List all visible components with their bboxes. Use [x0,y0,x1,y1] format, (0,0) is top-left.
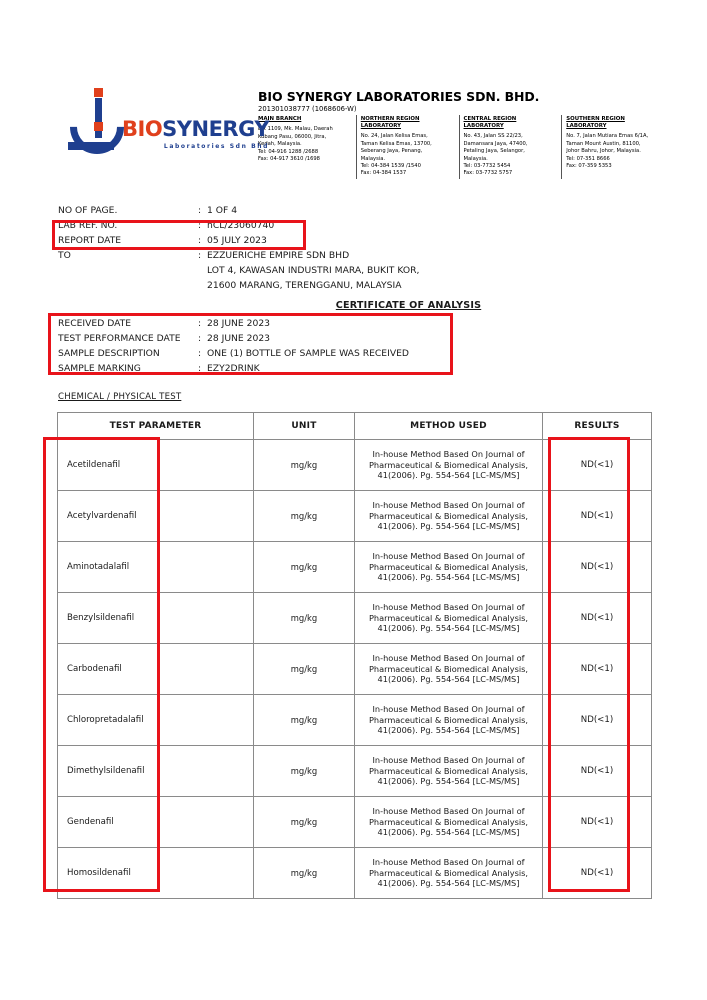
cell-method-used: In-house Method Based On Journal of Pharmaceutical & Biomedical Analysis, 41(2006). Pg. 554-564 [LC-MS/MS] [355,440,543,491]
to-label: TO [58,250,71,261]
column-header-test-parameter: TEST PARAMETER [58,413,254,440]
branch-line: Petaling Jaya, Selangor, [463,148,525,155]
table-row [58,848,652,899]
cell-unit: mg/kg [254,644,355,695]
lab-ref-value: nCL/23060740 [207,220,275,231]
received-date-value: 28 JUNE 2023 [207,318,271,329]
branch-line: No. 7, Jalan Mutiara Emas 6/1A, [566,133,649,140]
document-header [68,90,664,179]
branch-title: CENTRAL REGION LABORATORY [463,116,517,130]
branch-line: Taman Mount Austin, 81100, [566,140,641,147]
branch-line: Fax: 03-7732 5757 [463,170,513,177]
sample-marking-value: EZY2DRINK [207,363,260,374]
cell-unit: mg/kg [254,542,355,593]
table-row [58,440,652,491]
cell-result: ND(<1) [543,644,652,695]
cell-test-parameter: Carbodenafil [58,644,254,695]
cell-test-parameter: Chloropretadalafil [58,695,254,746]
colon: : [198,235,202,246]
cell-test-parameter: Acetylvardenafil [58,491,254,542]
cell-result: ND(<1) [543,593,652,644]
cell-unit: mg/kg [254,440,355,491]
to-address-line-3: 21600 MARANG, TERENGGANU, MALAYSIA [207,280,402,291]
to-address-line-2: LOT 4, KAWASAN INDUSTRI MARA, BUKIT KOR, [207,265,420,276]
branch-line: Seberang Jaya, Penang, [360,148,423,155]
cell-method-used: In-house Method Based On Journal of Pharmaceutical & Biomedical Analysis, 41(2006). Pg. 554-564 [LC-MS/MS] [355,644,543,695]
to-value: EZZUERICHE EMPIRE SDN BHD [207,250,350,261]
branch-line: Tel: 04-384 1539 /1540 [360,162,421,169]
cell-result: ND(<1) [543,695,652,746]
branch-line: No. 43, Jalan SS 22/23, [463,133,523,140]
colon: : [198,318,202,329]
results-table-wrapper [57,412,651,899]
table-row [58,542,652,593]
logo-tagline: Laboratories Sdn Bhd [163,143,270,150]
branch-line: Tel: 03-7732 5454 [463,162,511,169]
cell-method-used: In-house Method Based On Journal of Pharmaceutical & Biomedical Analysis, 41(2006). Pg. 554-564 [LC-MS/MS] [355,542,543,593]
sample-description-label: SAMPLE DESCRIPTION [58,348,160,359]
branch-line: Taman Kelisa Emas, 13700, [360,140,432,147]
certificate-title: CERTIFICATE OF ANALYSIS [335,300,482,311]
branch-line: Malaysia. [463,155,488,162]
report-date-value: 05 JULY 2023 [207,235,267,246]
branch-line: Kedah, Malaysia. [258,141,302,148]
colon: : [198,205,202,216]
results-table-body [58,440,652,899]
cell-unit: mg/kg [254,746,355,797]
branch-line: Fax: 04-917 3610 /1698 [258,155,320,162]
results-table [57,412,652,899]
cell-test-parameter: Gendenafil [58,797,254,848]
branch-title: MAIN BRANCH [258,116,302,123]
test-performance-date-label: TEST PERFORMANCE DATE [58,333,181,344]
column-header-unit: UNIT [254,413,355,440]
test-performance-date-value: 28 JUNE 2023 [207,333,271,344]
company-details [254,90,664,179]
cell-test-parameter: Homosildenafil [58,848,254,899]
branch-line: Malaysia. [360,155,386,162]
cell-result: ND(<1) [543,848,652,899]
logo-word-bio: BIO [122,117,163,141]
branch-southern-region [561,115,664,178]
table-row [58,491,652,542]
colon: : [198,220,202,231]
cell-result: ND(<1) [543,542,652,593]
table-row [58,746,652,797]
branch-title: NORTHERN REGION LABORATORY [360,116,420,130]
branch-line: Tel: 07-351 8666 [566,155,610,162]
branch-northern-region [356,115,459,178]
info-row-sample-description [58,346,478,361]
cell-test-parameter: Dimethylsildenafil [58,746,254,797]
cell-method-used: In-house Method Based On Journal of Pharmaceutical & Biomedical Analysis, 41(2006). Pg. 554-564 [LC-MS/MS] [355,797,543,848]
info-row-to [58,248,478,263]
info-row-received-date [58,316,478,331]
lab-ref-label: LAB REF. NO. [58,220,118,231]
table-row [58,644,652,695]
branch-line: Damansara Jaya, 47400, [463,140,528,147]
colon: : [198,348,202,359]
column-header-method-used: METHOD USED [355,413,543,440]
no-of-page-label: NO OF PAGE. [58,205,118,216]
cell-unit: mg/kg [254,797,355,848]
cell-result: ND(<1) [543,746,652,797]
colon: : [198,363,202,374]
branch-line: Fax: 04-384 1537 [360,170,407,177]
cell-method-used: In-house Method Based On Journal of Pharmaceutical & Biomedical Analysis, 41(2006). Pg. 554-564 [LC-MS/MS] [355,848,543,899]
cell-method-used: In-house Method Based On Journal of Pharmaceutical & Biomedical Analysis, 41(2006). Pg. 554-564 [LC-MS/MS] [355,746,543,797]
received-date-label: RECEIVED DATE [58,318,132,329]
cell-test-parameter: Benzylsildenafil [58,593,254,644]
branch-line: Johor Bahru, Johor, Malaysia. [566,148,641,155]
report-date-label: REPORT DATE [58,235,122,246]
branch-line: Tel: 04-916 1288 /2688 [258,148,319,155]
logo-word-synergy: SYNERGY [162,117,270,141]
microscope-logo-icon [68,92,120,154]
branch-line: Kubang Pasu, 06000, Jitra, [258,133,327,140]
cell-method-used: In-house Method Based On Journal of Pharmaceutical & Biomedical Analysis, 41(2006). Pg. 554-564 [LC-MS/MS] [355,593,543,644]
cell-result: ND(<1) [543,440,652,491]
colon: : [198,250,202,261]
cell-method-used: In-house Method Based On Journal of Pharmaceutical & Biomedical Analysis, 41(2006). Pg. 554-564 [LC-MS/MS] [355,695,543,746]
cell-unit: mg/kg [254,695,355,746]
no-of-page-value: 1 OF 4 [207,205,238,216]
report-info-block [58,203,478,293]
cell-unit: mg/kg [254,491,355,542]
cell-method-used: In-house Method Based On Journal of Pharmaceutical & Biomedical Analysis, 41(2006). Pg. 554-564 [LC-MS/MS] [355,491,543,542]
cell-result: ND(<1) [543,797,652,848]
branch-line: No. 24, Jalan Kelisa Emas, [360,133,428,140]
column-header-results: RESULTS [543,413,652,440]
colon: : [198,333,202,344]
info-row-lab-ref [58,218,478,233]
cell-test-parameter: Acetildenafil [58,440,254,491]
section-title-chemical-physical-test: CHEMICAL / PHYSICAL TEST [58,392,182,402]
company-logo [68,90,270,154]
info-row-no-of-page [58,203,478,218]
company-name: BIO SYNERGY LABORATORIES SDN. BHD. [258,89,540,104]
sample-description-value: ONE (1) BOTTLE OF SAMPLE WAS RECEIVED [207,348,409,359]
sample-marking-label: SAMPLE MARKING [58,363,141,374]
branch-line: Fax: 07-359 5353 [566,162,612,169]
table-row [58,797,652,848]
info-row-report-date [58,233,478,248]
branch-main [258,115,356,178]
branch-address-list [258,115,664,178]
branch-line: Lot 1109, Mk. Malau, Daerah [258,126,333,133]
info-row-sample-marking [58,361,478,376]
cell-unit: mg/kg [254,848,355,899]
table-row [58,593,652,644]
company-registration-number: 201301038777 (1068606-W) [258,105,357,114]
info-row-test-performance-date [58,331,478,346]
branch-central-region [459,115,562,178]
cell-result: ND(<1) [543,491,652,542]
table-row [58,695,652,746]
cell-test-parameter: Aminotadalafil [58,542,254,593]
branch-title: SOUTHERN REGION LABORATORY [566,116,625,130]
table-header-row [58,413,652,440]
sample-info-block [58,316,478,376]
cell-unit: mg/kg [254,593,355,644]
